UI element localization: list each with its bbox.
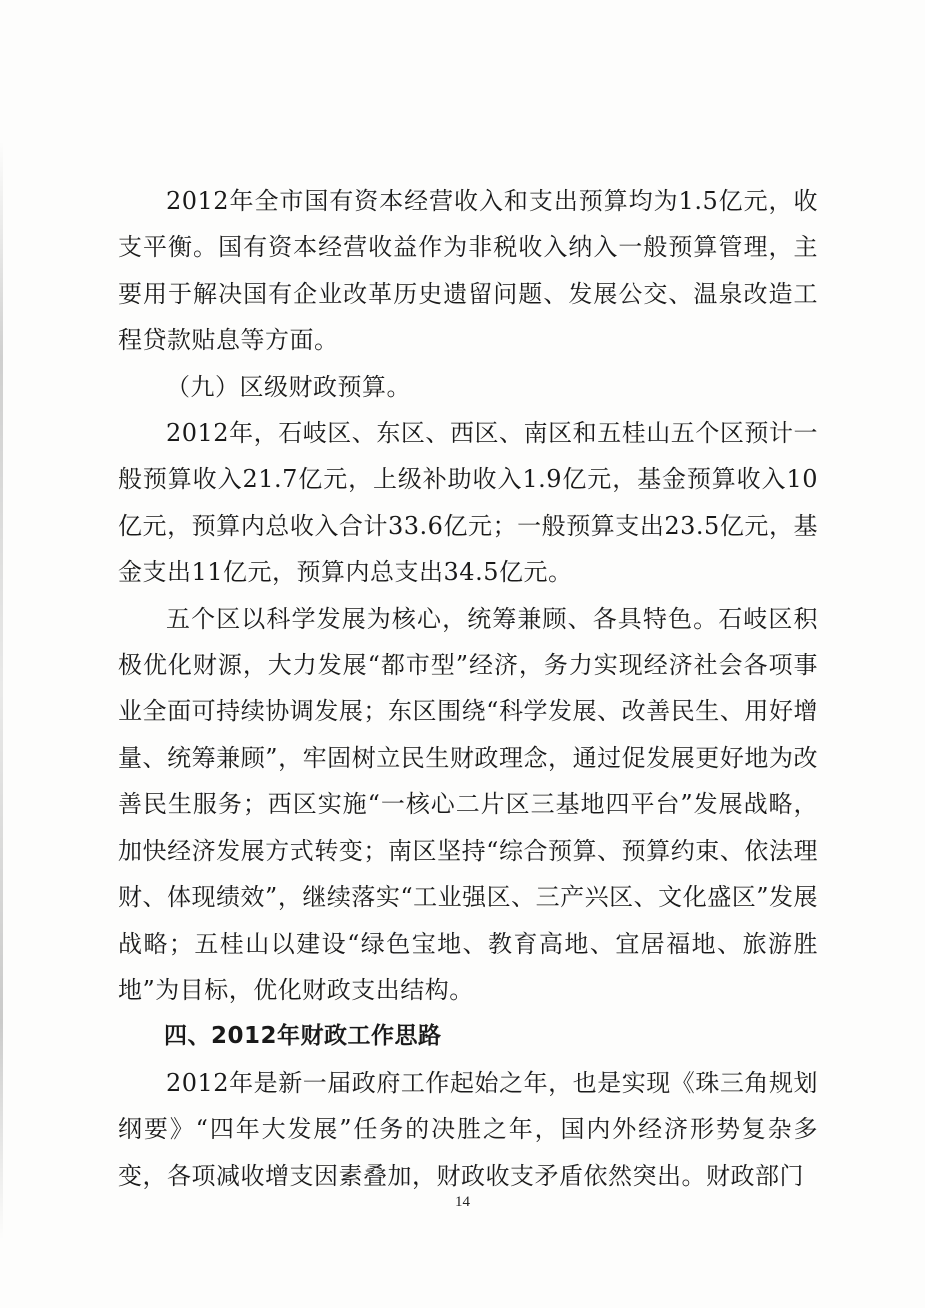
- page-number: 14: [455, 1194, 470, 1210]
- paragraph-district-strategies: 五个区以科学发展为核心，统筹兼顾、各具特色。石岐区积极优化财源，大力发展“都市型”经济，务力实现经济社会各项事业全面可持续协调发展；东区围绕“科学发展、改善民生、用好增量、统筹兼顾”，牢固树立民生财政理念，通过促发展更好地为改善民生服务；西区实施“一核心二片区三基地四平台”发展战略，加快经济发展方式转变；南区坚持“综合预算、预算约束、依法理财、体现绩效”，继续落实“工业强区、三产兴区、文化盛区”发展战略；五桂山以建设“绿色宝地、教育高地、宜居福地、旅游胜地”为目标，优化财政支出结构。: [118, 604, 818, 1004]
- paragraph-district-figures: 2012年，石岐区、东区、西区、南区和五桂山五个区预计一般预算收入21.7亿元，上级补助收入1.9亿元，基金预算收入10亿元，预算内总收入合计33.6亿元；一般预算支出23.5亿元，基金支出11亿元，预算内总支出34.5亿元。: [118, 419, 818, 587]
- section-title-district-budget: （九）区级财政预算。: [166, 372, 411, 401]
- scan-edge-shadow: [0, 140, 3, 1240]
- document-body: [118, 178, 818, 1199]
- paragraph-2012-overview: 2012年是新一届政府工作起始之年，也是实现《珠三角规划纲要》“四年大发展”任务的决胜之年，国内外经济形势复杂多变，各项减收增支因素叠加，财政收支矛盾依然突出。财政部门: [118, 1068, 818, 1190]
- paragraph-state-capital-budget: 2012年全市国有资本经营收入和支出预算均为1.5亿元，收支平衡。国有资本经营收益作为非税收入纳入一般预算管理，主要用于解决国有企业改革历史遗留问题、发展公交、温泉改造工程贷款贴息等方面。: [118, 187, 818, 355]
- section-heading-2012-work-plan: 四、2012年财政工作思路: [164, 1023, 442, 1050]
